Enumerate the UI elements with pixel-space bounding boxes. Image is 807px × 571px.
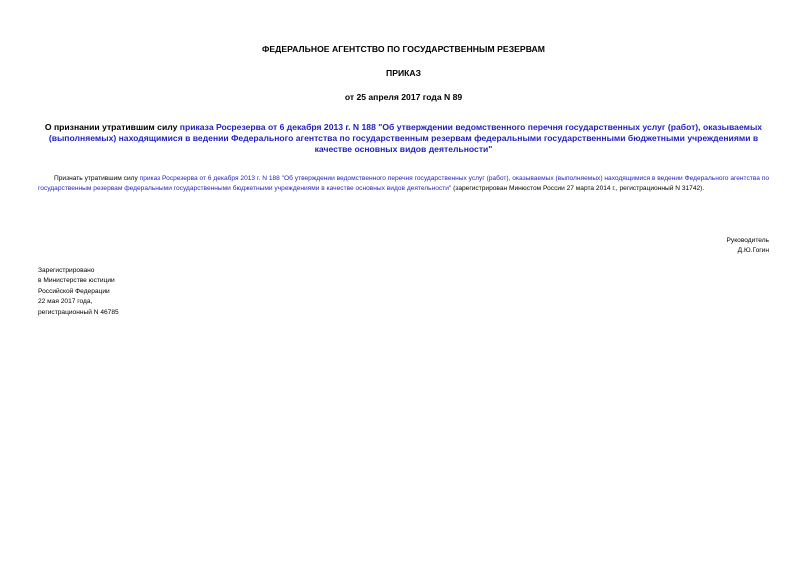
registration-line: в Министерстве юстиции [38,277,115,285]
heading-order-link[interactable]: приказа Росрезерва от 6 декабря 2013 г. N 188 "Об утверждении ведомственного перечня государственных услуг (работ), оказываемых (выполняемых) находящимися в ведении Федерального агентства по государственным резервам федеральными государственными бюджетными учреждениями в качестве основных видов деятельности" [48,122,763,155]
registration-line: 22 мая 2017 года, [38,298,93,306]
registration-line: регистрационный N 46785 [38,308,119,316]
body-suffix: (зарегистрирован Минюстом России 27 марта 2014 г., регистрационный N 31742). [451,185,705,193]
registration-line: Зарегистрировано [38,267,95,274]
document-date: от 25 апреля 2017 года N 89 [344,92,463,102]
signature-title: Руководитель [726,237,769,244]
signature-name: Д.Ю.Гогин [737,247,769,255]
body-prefix: Признать утратившим силу [54,175,140,182]
heading-prefix: О признании утратившим силу [44,122,180,132]
registration-line: Российской Федерации [38,287,110,295]
agency-name: ФЕДЕРАЛЬНОЕ АГЕНТСТВО ПО ГОСУДАРСТВЕННЫМ РЕЗЕРВАМ [262,44,545,54]
signature-block [569,236,769,257]
body-paragraph [38,174,769,195]
document-heading [38,122,769,156]
document-type: ПРИКАЗ [386,68,421,78]
registration-block [38,266,288,318]
body-order-link[interactable]: приказ Росрезерва от 6 декабря 2013 г. N 188 "Об утверждении ведомственного перечня государственных услуг (работ), оказываемых (выполняемых) находящимися в ведении Федерального агентства по государственным резервам федеральными государственными бюджетными учреждениями в качестве основных видов деятельности" [38,175,769,193]
